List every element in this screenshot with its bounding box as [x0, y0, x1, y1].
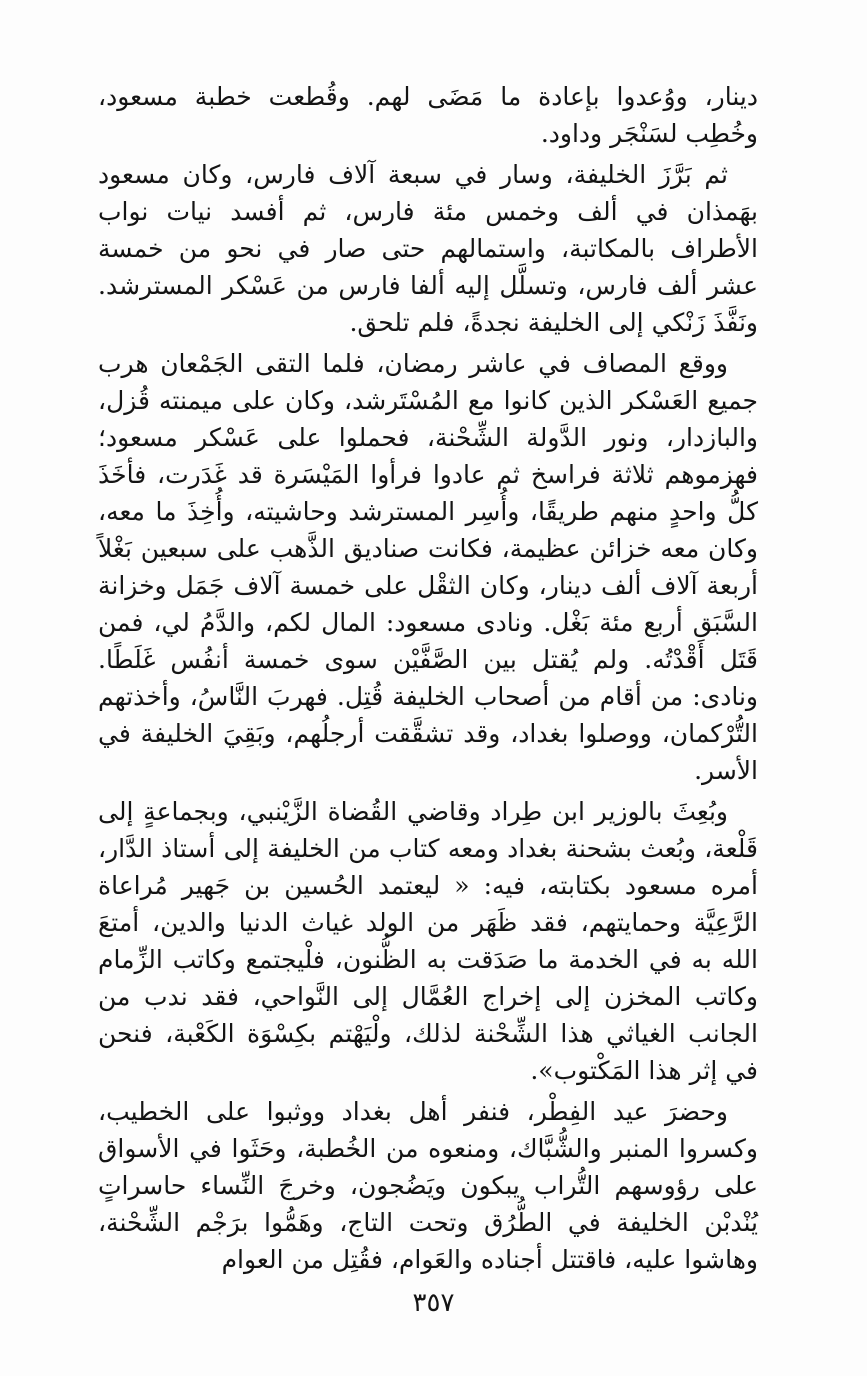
body-text	[98, 78, 758, 1282]
paragraph-3: ووقع المصاف في عاشر رمضان، فلما التقى الجَمْعان هرب جميع العَسْكر الذين كانوا مع المُسْتَرشد، وكان على ميمنته قُزل، والبازدار، ونور الدَّولة الشِّحْنة، فحملوا على عَسْكر مسعود؛ فهزموهم ثلاثة فراسخ ثم عادوا فرأوا المَيْسَرة قد غَدَرت، فأخَذَ كلُّ واحدٍ منهم طريقًا، وأُسِر المسترشد وحاشيته، وأُخِذَ ما معه، وكان معه خزائن عظيمة، فكانت صناديق الذَّهب على سبعين بَغْلاً أربعة آلاف ألف دينار، وكان الثقْل على خمسة آلاف جَمَل وخزانة السَّبَق أربع مئة بَغْل. ونادى مسعود: المال لكم، والدَّمُ لي، فمن قَتَل أَقْدْتُه. ولم يُقتل بين الصَّفَّيْن سوى خمسة أنفُس غَلَطًا. ونادى: من أقام من أصحاب الخليفة قُتِل. فهربَ النَّاسُ، وأخذتهم التُّرْكمان، ووصلوا بغداد، وقد تشقَّقت أرجلُهم، وبَقِيَ الخليفة في الأسر.	[98, 349, 758, 785]
paragraph-1: دينار، ووُعدوا بإعادة ما مَضَى لهم. وقُطعت خطبة مسعود، وخُطِب لسَنْجَر وداود.	[98, 82, 758, 148]
paragraph-4: وبُعِثَ بالوزير ابن طِراد وقاضي القُضاة الزَّيْنبي، وبجماعةٍ إلى قَلْعة، وبُعث بشحنة بغداد ومعه كتاب من الخليفة إلى أستاذ الدَّار، أمره مسعود بكتابته، فيه: « ليعتمد الحُسين بن جَهير مُراعاة الرَّعِيَّة وحمايتهم، فقد ظَهَر من الولد غياث الدنيا والدين، أمتعَ الله به في الخدمة ما صَدَقت به الظُّنون، فلْيجتمع وكاتب الزِّمام وكاتب المخزن إلى إخراج العُمَّال إلى النَّواحي، فقد ندب من الجانب الغياثي هذا الشِّحْنة لذلك، ولْيَهْتم بكِسْوَة الكَعْبة، فنحن في إثر هذا المَكْتوب».	[98, 797, 758, 1085]
paragraph-5: وحضرَ عيد الفِطْر، فنفر أهل بغداد ووثبوا على الخطيب، وكسروا المنبر والشُّبَّاك، ومنعوه من الخُطبة، وحَثَوا في الأسواق على رؤوسهم التُّراب يبكون ويَضُجون، وخرجَ النِّساء حاسراتٍ يُنْدبْن الخليفة في الطُّرُق وتحت التاج، وهَمُّوا برَجْم الشِّحْنة، وهاشوا عليه، فاقتتل أجناده والعَوام، فقُتِل من العوام	[98, 1097, 758, 1274]
paragraph-2: ثم بَرَّزَ الخليفة، وسار في سبعة آلاف فارس، وكان مسعود بهَمذان في ألف وخمس مئة فارس، ثم أفسد نيات نواب الأطراف بالمكاتبة، واستمالهم حتى صار في نحو من خمسة عشر ألف فارس، وتسلَّل إليه ألفا فارس من عَسْكر المسترشد. ونَفَّذَ زَنْكي إلى الخليفة نجدةً، فلم تلحق.	[98, 160, 758, 337]
page-number: ٣٥٧	[412, 1288, 455, 1318]
